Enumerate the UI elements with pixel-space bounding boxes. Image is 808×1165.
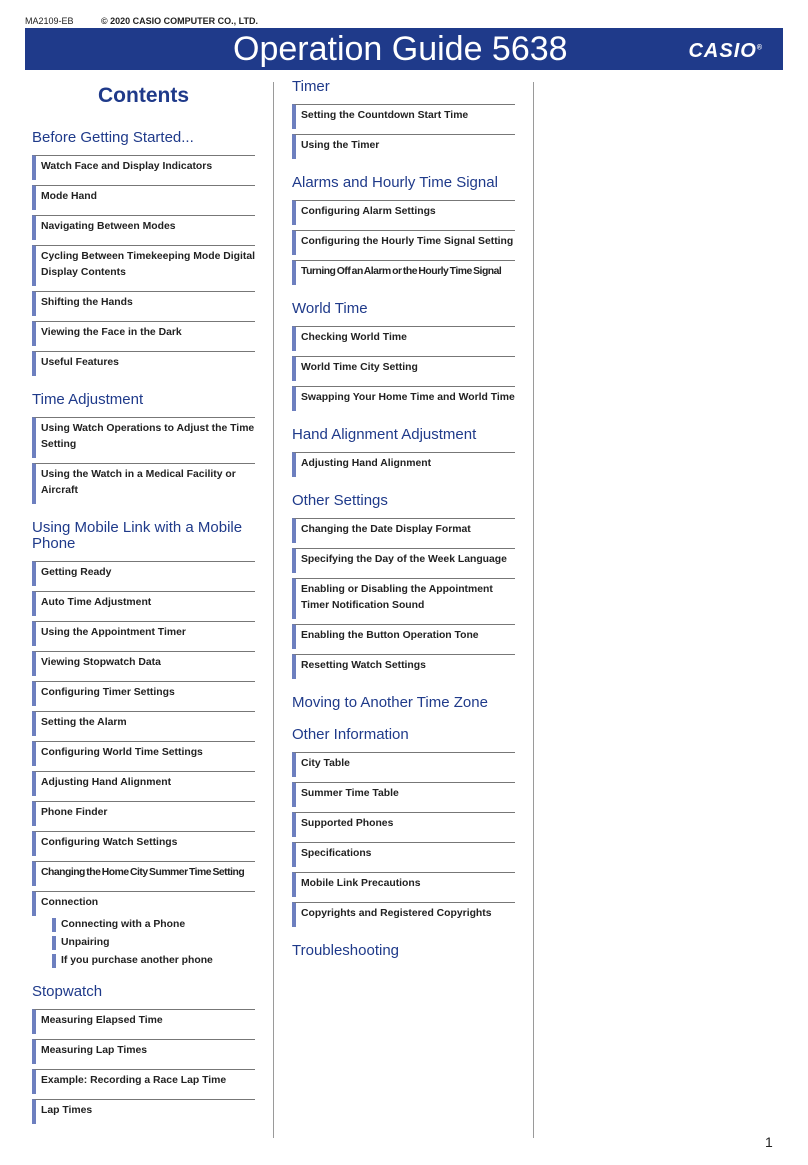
section-heading-hand-alignment-adjustment: Hand Alignment Adjustment xyxy=(292,426,477,443)
copyright-notice: © 2020 CASIO COMPUTER CO., LTD. xyxy=(101,16,258,26)
toc-link-resetting-watch-settings[interactable]: Resetting Watch Settings xyxy=(292,654,515,679)
toc-link-measuring-elapsed-time[interactable]: Measuring Elapsed Time xyxy=(32,1009,255,1034)
toc-link-using-the-watch-in-a-medical-facility-or-aircraft[interactable]: Using the Watch in a Medical Facility or Aircraft xyxy=(32,463,255,504)
toc-link-measuring-lap-times[interactable]: Measuring Lap Times xyxy=(32,1039,255,1064)
toc-link-changing-the-date-display-format[interactable]: Changing the Date Display Format xyxy=(292,518,515,543)
contents-title: Contents xyxy=(98,84,189,107)
toc-link-using-the-timer[interactable]: Using the Timer xyxy=(292,134,515,159)
toc-link-mobile-link-precautions[interactable]: Mobile Link Precautions xyxy=(292,872,515,897)
toc-link-turning-off-an-alarm-or-the-hourly-time-signal[interactable]: Turning Off an Alarm or the Hourly Time Signal xyxy=(292,260,515,285)
column-divider xyxy=(273,82,274,1138)
section-heading-world-time: World Time xyxy=(292,300,368,317)
toc-link-specifying-the-day-of-the-week-language[interactable]: Specifying the Day of the Week Language xyxy=(292,548,515,573)
toc-link-getting-ready[interactable]: Getting Ready xyxy=(32,561,255,586)
toc-link-configuring-alarm-settings[interactable]: Configuring Alarm Settings xyxy=(292,200,515,225)
toc-link-viewing-stopwatch-data[interactable]: Viewing Stopwatch Data xyxy=(32,651,255,676)
toc-link-using-watch-operations-to-adjust-the-time-setting[interactable]: Using Watch Operations to Adjust the Time Setting xyxy=(32,417,255,458)
casio-logo xyxy=(688,40,763,63)
toc-sublink-unpairing[interactable]: Unpairing xyxy=(52,936,255,950)
toc-link-cycling-between-timekeeping-mode-digital-display-contents[interactable]: Cycling Between Timekeeping Mode Digital Display Contents xyxy=(32,245,255,286)
toc-link-enabling-the-button-operation-tone[interactable]: Enabling the Button Operation Tone xyxy=(292,624,515,649)
section-heading-other-settings: Other Settings xyxy=(292,492,388,509)
toc-link-setting-the-alarm[interactable]: Setting the Alarm xyxy=(32,711,255,736)
section-heading-moving-to-another-time-zone[interactable]: Moving to Another Time Zone xyxy=(292,694,488,711)
logo-text: CASIO xyxy=(688,40,757,62)
toc-link-summer-time-table[interactable]: Summer Time Table xyxy=(292,782,515,807)
toc-link-viewing-the-face-in-the-dark[interactable]: Viewing the Face in the Dark xyxy=(32,321,255,346)
section-heading-time-adjustment: Time Adjustment xyxy=(32,391,144,408)
toc-link-copyrights-and-registered-copyrights[interactable]: Copyrights and Registered Copyrights xyxy=(292,902,515,927)
toc-link-watch-face-and-display-indicators[interactable]: Watch Face and Display Indicators xyxy=(32,155,255,180)
right-section-list xyxy=(292,79,515,959)
toc-link-adjusting-hand-alignment[interactable]: Adjusting Hand Alignment xyxy=(292,452,515,477)
toc-link-connection[interactable]: Connection xyxy=(32,891,255,916)
toc-link-supported-phones[interactable]: Supported Phones xyxy=(292,812,515,837)
toc-link-swapping-your-home-time-and-world-time[interactable]: Swapping Your Home Time and World Time xyxy=(292,386,515,411)
contents-right-column xyxy=(292,79,515,968)
section-heading-troubleshooting[interactable]: Troubleshooting xyxy=(292,942,400,959)
section-heading-other-information: Other Information xyxy=(292,726,409,743)
toc-link-world-time-city-setting[interactable]: World Time City Setting xyxy=(292,356,515,381)
section-heading-alarms-and-hourly-time-signal: Alarms and Hourly Time Signal xyxy=(292,174,498,191)
registered-mark: ® xyxy=(756,44,763,52)
toc-link-enabling-or-disabling-the-appointment-timer-notification-sound[interactable]: Enabling or Disabling the Appointment Timer Notification Sound xyxy=(292,578,515,619)
contents-left-column xyxy=(32,84,255,1129)
connection-subitems xyxy=(32,918,255,968)
toc-link-navigating-between-modes[interactable]: Navigating Between Modes xyxy=(32,215,255,240)
section-heading-before-getting-started: Before Getting Started... xyxy=(32,129,194,146)
section-heading-timer: Timer xyxy=(292,78,330,95)
toc-link-example-recording-a-race-lap-time[interactable]: Example: Recording a Race Lap Time xyxy=(32,1069,255,1094)
toc-link-using-the-appointment-timer[interactable]: Using the Appointment Timer xyxy=(32,621,255,646)
toc-link-specifications[interactable]: Specifications xyxy=(292,842,515,867)
toc-link-auto-time-adjustment[interactable]: Auto Time Adjustment xyxy=(32,591,255,616)
toc-link-phone-finder[interactable]: Phone Finder xyxy=(32,801,255,826)
page-title: Operation Guide 5638 xyxy=(233,30,568,68)
toc-link-mode-hand[interactable]: Mode Hand xyxy=(32,185,255,210)
toc-link-shifting-the-hands[interactable]: Shifting the Hands xyxy=(32,291,255,316)
toc-link-configuring-watch-settings[interactable]: Configuring Watch Settings xyxy=(32,831,255,856)
toc-link-useful-features[interactable]: Useful Features xyxy=(32,351,255,376)
left-section-list xyxy=(32,130,255,1124)
section-heading-stopwatch: Stopwatch xyxy=(32,983,103,1000)
toc-link-configuring-the-hourly-time-signal-setting[interactable]: Configuring the Hourly Time Signal Setting xyxy=(292,230,515,255)
page-number: 1 xyxy=(765,1134,773,1150)
section-heading-using-mobile-link-with-a-mobile-phone: Using Mobile Link with a Mobile Phone xyxy=(32,519,243,552)
column-divider xyxy=(533,82,534,1138)
toc-link-adjusting-hand-alignment[interactable]: Adjusting Hand Alignment xyxy=(32,771,255,796)
toc-link-setting-the-countdown-start-time[interactable]: Setting the Countdown Start Time xyxy=(292,104,515,129)
toc-link-checking-world-time[interactable]: Checking World Time xyxy=(292,326,515,351)
toc-sublink-connecting-with-a-phone[interactable]: Connecting with a Phone xyxy=(52,918,255,932)
toc-link-configuring-timer-settings[interactable]: Configuring Timer Settings xyxy=(32,681,255,706)
document-code: MA2109-EB xyxy=(25,16,74,26)
toc-link-configuring-world-time-settings[interactable]: Configuring World Time Settings xyxy=(32,741,255,766)
toc-link-lap-times[interactable]: Lap Times xyxy=(32,1099,255,1124)
title-banner xyxy=(25,28,783,70)
toc-sublink-if-you-purchase-another-phone[interactable]: If you purchase another phone xyxy=(52,954,255,968)
toc-link-city-table[interactable]: City Table xyxy=(292,752,515,777)
toc-link-changing-the-home-city-summer-time-setting[interactable]: Changing the Home City Summer Time Setting xyxy=(32,861,255,886)
